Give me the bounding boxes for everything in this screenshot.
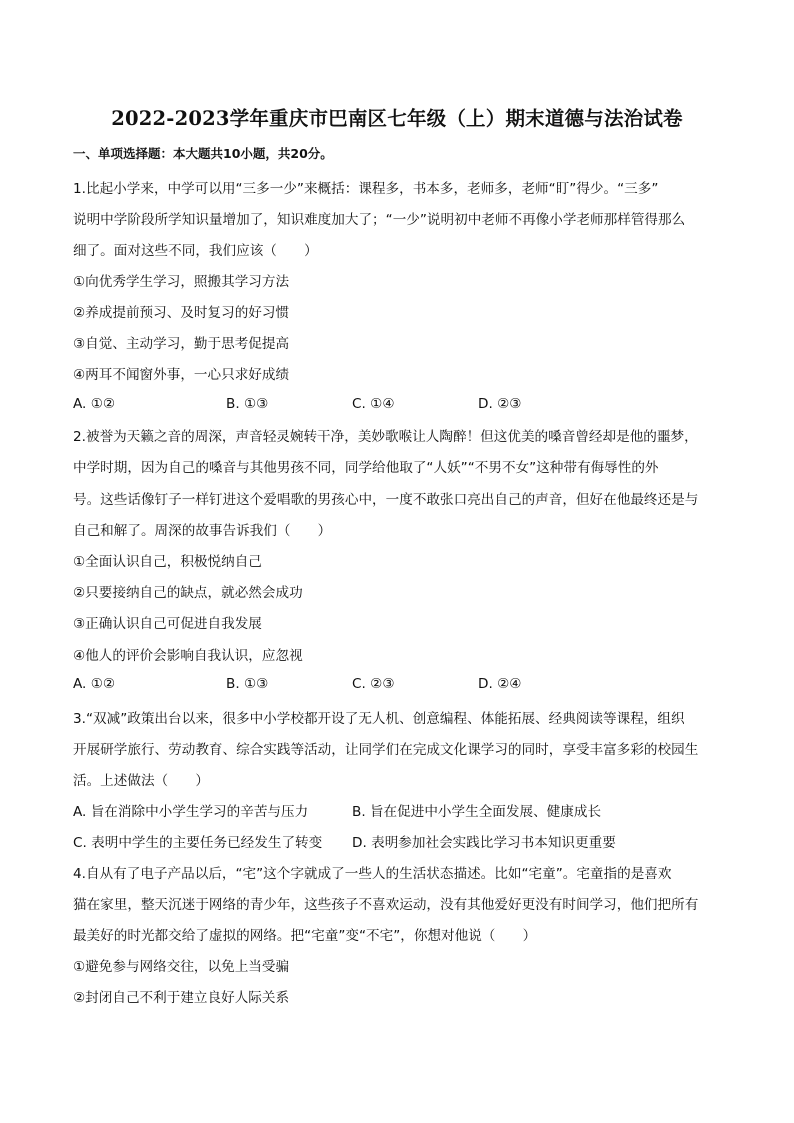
q1-option-a: A. ①②	[73, 396, 116, 412]
q4-stem-line: 最美好的时光都交给了虚拟的网络。把“宅童”变“不宅”，你想对他说（ ）	[73, 928, 537, 944]
q1-stem-line: 说明中学阶段所学知识量增加了，知识难度加大了；“一少”说明初中老师不再像小学老师那样管得那么	[73, 212, 686, 228]
q1-item: ④两耳不闻窗外事，一心只求好成绩	[73, 367, 290, 383]
q2-item: ③正确认识自己可促进自我发展	[73, 616, 262, 632]
q1-option-b: B. ①③	[226, 396, 269, 412]
q4-item: ②封闭自己不利于建立良好人际关系	[73, 990, 290, 1006]
q2-item: ②只要接纳自己的缺点，就必然会成功	[73, 585, 303, 601]
q2-stem-line: 2.被誉为天籁之音的周深，声音轻灵婉转干净，美妙歌喉让人陶醉！但这优美的嗓音曾经却是他的噩梦，	[73, 429, 698, 445]
q2-option-b: B. ①③	[226, 676, 269, 692]
q1-stem-line: 1.比起小学来，中学可以用“三多一少”来概括：课程多，书本多，老师多，老师“盯”得少。“三多”	[73, 181, 659, 197]
q3-option-b: B. 旨在促进中小学生全面发展、健康成长	[352, 804, 602, 820]
q2-stem-line: 号。这些话像钉子一样钉进这个爱唱歌的男孩心中，一度不敢张口亮出自己的声音，但好在他最终还是与	[73, 492, 699, 508]
q2-item: ①全面认识自己，积极悦纳自己	[73, 554, 262, 570]
q2-option-a: A. ①②	[73, 676, 116, 692]
q1-item: ②养成提前预习、及时复习的好习惯	[73, 305, 290, 321]
q1-option-d: D. ②③	[478, 396, 522, 412]
q3-stem-line: 3.“双减”政策出台以来，很多中小学校都开设了无人机、创意编程、体能拓展、经典阅读等课程，组织	[73, 711, 685, 727]
q3-stem-line: 开展研学旅行、劳动教育、综合实践等活动，让同学们在完成文化课学习的同时，享受丰富多彩的校园生	[73, 742, 699, 758]
page-title: 2022-2023学年重庆市巴南区七年级（上）期末道德与法治试卷	[111, 107, 683, 130]
q2-option-d: D. ②④	[478, 676, 522, 692]
q2-stem-line: 自己和解了。周深的故事告诉我们（ ）	[73, 523, 332, 539]
q2-option-c: C. ②③	[352, 676, 395, 692]
q2-stem-line: 中学时期，因为自己的嗓音与其他男孩不同，同学给他取了“人妖”“不男不女”这种带有侮辱性的外	[73, 460, 659, 476]
q2-item: ④他人的评价会影响自我认识，应忽视	[73, 648, 303, 664]
q4-item: ①避免参与网络交往，以免上当受骗	[73, 959, 290, 975]
q3-option-a: A. 旨在消除中小学生学习的辛苦与压力	[73, 804, 309, 820]
q1-stem-line: 细了。面对这些不同，我们应该（ ）	[73, 243, 318, 259]
q4-stem-line: 4.自从有了电子产品以后，“宅”这个字就成了一些人的生活状态描述。比如“宅童”。宅童指的是喜欢	[73, 866, 672, 882]
q3-stem-line: 活。上述做法（ ）	[73, 773, 209, 789]
q4-stem-line: 猫在家里，整天沉迷于网络的青少年，这些孩子不喜欢运动，没有其他爱好更没有时间学习，他们把所有	[73, 897, 699, 913]
q1-item: ①向优秀学生学习，照搬其学习方法	[73, 274, 290, 290]
q3-option-c: C. 表明中学生的主要任务已经发生了转变	[73, 835, 323, 851]
q1-option-c: C. ①④	[352, 396, 395, 412]
section-heading: 一、单项选择题：本大题共10小题，共20分。	[73, 146, 333, 161]
q1-item: ③自觉、主动学习，勤于思考促提高	[73, 336, 290, 352]
q3-option-d: D. 表明参加社会实践比学习书本知识更重要	[352, 835, 616, 851]
